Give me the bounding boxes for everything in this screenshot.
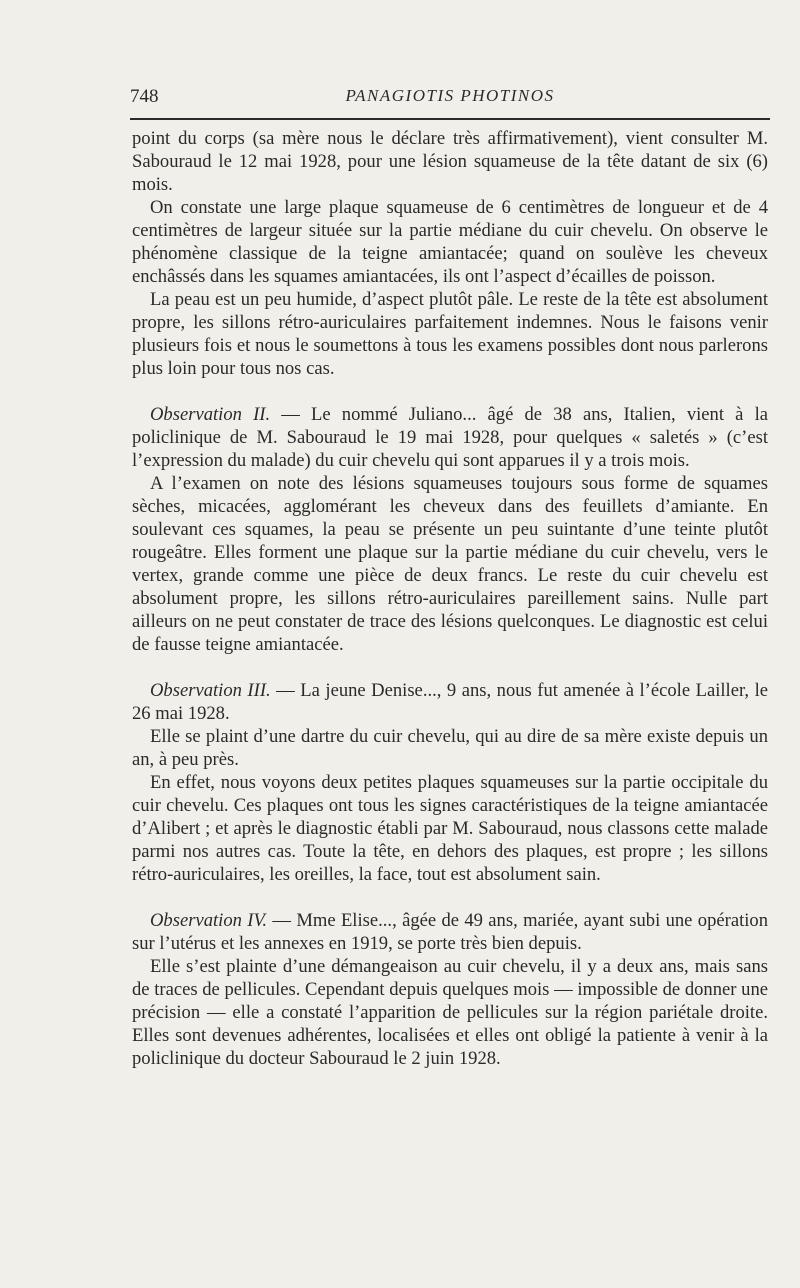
observation-text: — Le nommé Juliano... âgé de 38 ans, Italien, vient à la policlinique de M. Sabouraud le 19 mai 1928, pour quelques « saletés » (c’est l’expression du malade) du cuir chevelu qui sont apparues il y a trois mois. [132, 404, 768, 471]
paragraph: Elle se plaint d’une dartre du cuir chevelu, qui au dire de sa mère existe depuis un an, à peu près. [132, 726, 768, 770]
observation-title: Observation II. [150, 404, 271, 425]
paragraph: On constate une large plaque squameuse de 6 centimètres de longueur et de 4 centimètres de largeur située sur la partie médiane du cuir chevelu. On observe le phénomène classique de la teigne amiantacée; quand on soulève les cheveux enchâssés dans les squames amiantacées, ils ont l’aspect d’écailles de poisson. [132, 197, 768, 287]
page-number: 748 [130, 86, 159, 107]
observation-2-paragraph [132, 403, 768, 472]
observation-text: — Mme Elise..., âgée de 49 ans, mariée, ayant subi une opération sur l’utérus et les annexes en 1919, se porte très bien depuis. [132, 910, 768, 954]
observation-title: Observation III. [150, 680, 271, 701]
paragraph: En effet, nous voyons deux petites plaques squameuses sur la partie occipitale du cuir chevelu. Ces plaques ont tous les signes caractéristiques de la teigne amiantacée d’Alibert ; et après le diagnostic établi par M. Sabouraud, nous classons cette malade parmi nos autres cas. Toute la tête, en dehors des plaques, est propre ; les sillons rétro-auriculaires, les oreilles, la face, tout est absolument sain. [132, 772, 768, 885]
page-header [130, 86, 770, 110]
header-rule [130, 118, 770, 120]
paragraph: La peau est un peu humide, d’aspect plutôt pâle. Le reste de la tête est absolument propre, les sillons rétro-auriculaires parfaitement indemnes. Nous le faisons venir plusieurs fois et nous le soumettons à tous les examens possibles dont nous parlerons plus loin pour tous nos cas. [132, 289, 768, 379]
observation-text: — La jeune Denise..., 9 ans, nous fut amenée à l’école Lailler, le 26 mai 1928. [132, 680, 768, 724]
running-title: PANAGIOTIS PHOTINOS [345, 86, 555, 105]
page-body [132, 127, 768, 1070]
observation-title: Observation IV. [150, 910, 268, 931]
observation-3-paragraph [132, 679, 768, 725]
paragraph: A l’examen on note des lésions squameuses toujours sous forme de squames sèches, micacées, agglomérant les cheveux dans des feuillets d’amiante. En soulevant ces squames, la peau se présente un peu suintante d’une teinte plutôt rougeâtre. Elles forment une plaque sur la partie médiane du cuir chevelu, vers le vertex, grande comme une pièce de deux francs. Le reste du cuir chevelu est absolument propre, les sillons rétro-auriculaires pareillement sains. Nulle part ailleurs on ne peut constater de trace des lésions quelconques. Le diagnostic est celui de fausse teigne amiantacée. [132, 473, 768, 655]
paragraph: point du corps (sa mère nous le déclare très affirmativement), vient consulter M. Sabouraud le 12 mai 1928, pour une lésion squameuse de la tête datant de six (6) mois. [132, 128, 768, 195]
paragraph: Elle s’est plainte d’une démangeaison au cuir chevelu, il y a deux ans, mais sans de traces de pellicules. Cependant depuis quelques mois — impossible de donner une précision — elle a constaté l’apparition de pellicules sur la région pariétale droite. Elles sont devenues adhérentes, localisées et elles ont obligé la patiente à venir à la policlinique du docteur Sabouraud le 2 juin 1928. [132, 956, 768, 1069]
observation-4-paragraph [132, 909, 768, 955]
